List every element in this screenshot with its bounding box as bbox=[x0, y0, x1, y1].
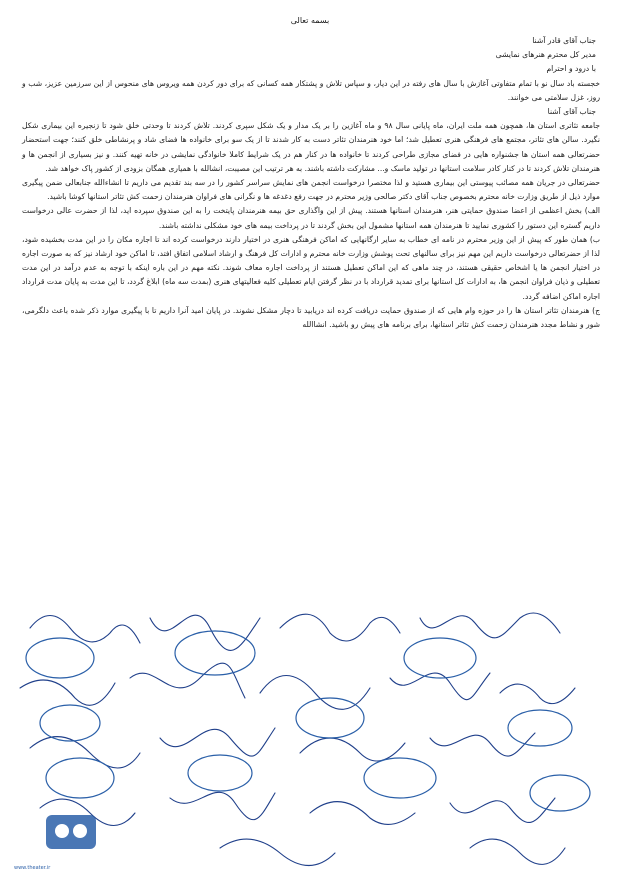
signature bbox=[420, 613, 560, 638]
stamp-seal bbox=[188, 755, 252, 791]
signature bbox=[260, 676, 370, 710]
signature bbox=[20, 680, 115, 705]
paragraph-jim: ج) هنرمندان تئاتر استان ها را در حوزه وام هایی که از صندوق حمایت دریافت کرده اند دریابید تا دچار مشکل نشوند. در پایان امید آنرا داریم تا با پیگیری موارد ذکر شده باعث دلگرمی، شور و نشاط مجدد هنرمندان زحمت کش تئاتر استانها، برای برنامه های پیش رو باشید. انشاالله bbox=[22, 305, 600, 330]
stamp-seal bbox=[26, 638, 94, 678]
stamp-seal bbox=[404, 638, 476, 678]
salutation-line: با درود و احترام bbox=[546, 64, 596, 74]
paragraph-be: ب) همان طور که پیش از این وزیر محترم در نامه ای خطاب به سایر ارگانهایی که اماکن فرهنگی هنری در اختیار دارند درخواست کرده اند تا اجاره مکان را در این مدت بخشیده شود، لذا از حضرتعالی درخواست داریم این مهم نیز برای سالنهای تحت پوشش وزارت خانه محترم و ادارات کل فرهنگ و ارشاد اسلامی اتفاق افتد، تا اماکن خود ارشاد نیز که به صورت اجاره در اختیار انجمن ها یا اشخاص حقیقی هستند، در چند ماهی که این اماکن تعطیل هستند از پرداخت اجاره معاف شوند. نکته مهم در این باره اینکه با توجه به عدم درآمد در این مدت تعطیلی و ذیان فراوان انجمن ها، به ادارات کل استانها برای تمدید قرارداد با در نظر گرفتن ایام تعطیلی کلیه فعالیتهای هنری (بمدت سه ماه) ابلاغ گردد، تا این مدت به پایان مدت قرارداد اجاره اماکن اضافه گردد. bbox=[22, 234, 600, 301]
stamp-seal bbox=[40, 705, 100, 741]
signature bbox=[160, 728, 275, 756]
signature bbox=[390, 673, 490, 700]
signature bbox=[300, 738, 405, 761]
signature bbox=[220, 839, 335, 865]
signature bbox=[280, 614, 400, 641]
bismillah-heading: بسمه تعالی bbox=[290, 16, 330, 25]
signature bbox=[430, 733, 535, 756]
stamp-seal bbox=[364, 758, 436, 798]
intro-paragraph: خجسته باد سال نو با تمام متفاوتی آغازش با سال های رفته در این دیار، و سپاس تلاش و پشتکار همه کسانی که برای دور کردن همه ویروس های منحوس از این سرزمین عزیز، شب و روز، غزل سلامتی می خوانند. bbox=[22, 78, 600, 102]
paragraph-1: جامعه تئاتری استان ها، همچون همه ملت ایران، ماه پایانی سال ۹۸ و ماه آغازین را بر یک مدار و یک شکل سپری کردند. تلاش کردند تا وحدتی خلق شود تا زنجیره این بیماری شکل نگیرد. سالن های تئاتر، مجتمع های فرهنگی هنری تعطیل شد؛ اما خود هنرمندان تئاتر دست به کار شدند تا از یک سو برای خانواده ها فضای شاد و پرنشاطی خلق کنند؛ جهت استحضار حضرتعالی همه استان ها جشنواره هایی در فضای مجازی طراحی کردند تا خانواده ها در کنار هم در یک شرایط کاملا خانوادگی نمایشی در خانه تهیه کنند. و نیز بسیاری از انجمن ها و هنرمندان تلاش کردند تا در کنار کادر سلامت استانها در تولید ماسک و... مشارکت داشته باشند. به هر ترتیب این مصیبت، انشالله با همیاری همگان بزودی از کشور پاک خواهد شد. bbox=[22, 121, 600, 173]
signature bbox=[310, 802, 415, 825]
letter-body bbox=[22, 34, 600, 332]
signature bbox=[500, 684, 575, 704]
paragraph-alef: الف) بخش اعظمی از اعضا صندوق حمایتی هنر، هنرمندان استانها هستند. پیش از این واگذاری حق بیمه هنرمندان پایتخت را به این صندوق سپرده اید، لذا از حضرت عالی درخواست داریم گستره این دستور را کشوری نمایید تا هنرمندان همه استانها مشمول این بخش گردند تا در پرداخت بیمه های خود مشکلی نداشته باشند. bbox=[22, 206, 600, 230]
stamp-seal bbox=[530, 775, 590, 811]
salutation-line: جناب آقای قادر آشنا bbox=[532, 36, 596, 45]
paragraph-2: حضرتعالی در جریان همه مصائب پیوستی این بیماری هستید و لذا مختصرا درخواست انجمن های نمایش سراسر کشور را در سه بند تقدیم می داریم تا انشاءالله جنابعالی ضمن پیگیری موارد ذیل از طریق وزارت خانه محترم بخصوص جناب آقای دکتر صالحی وزیر محترم در جهت رفع دغدغه ها و نگرانی های فراوان هنرمندان زحمت کش تئاتر استانها کوشا باشید. bbox=[22, 178, 600, 202]
signature bbox=[170, 792, 275, 819]
theater-logo-icon bbox=[40, 811, 102, 857]
salutation-line: مدیر کل محترم هنرهای نمایشی bbox=[495, 50, 596, 60]
stamp-seal bbox=[46, 758, 114, 798]
logo-caption: www.theater.ir bbox=[14, 865, 51, 871]
signature bbox=[470, 839, 565, 864]
signature bbox=[450, 798, 555, 822]
greeting-line: جناب آقای آشنا bbox=[547, 107, 596, 117]
signature bbox=[30, 737, 140, 768]
signature bbox=[150, 615, 260, 650]
stamp-seal bbox=[508, 710, 572, 746]
signature bbox=[30, 616, 140, 644]
stamp-seal bbox=[296, 698, 364, 738]
